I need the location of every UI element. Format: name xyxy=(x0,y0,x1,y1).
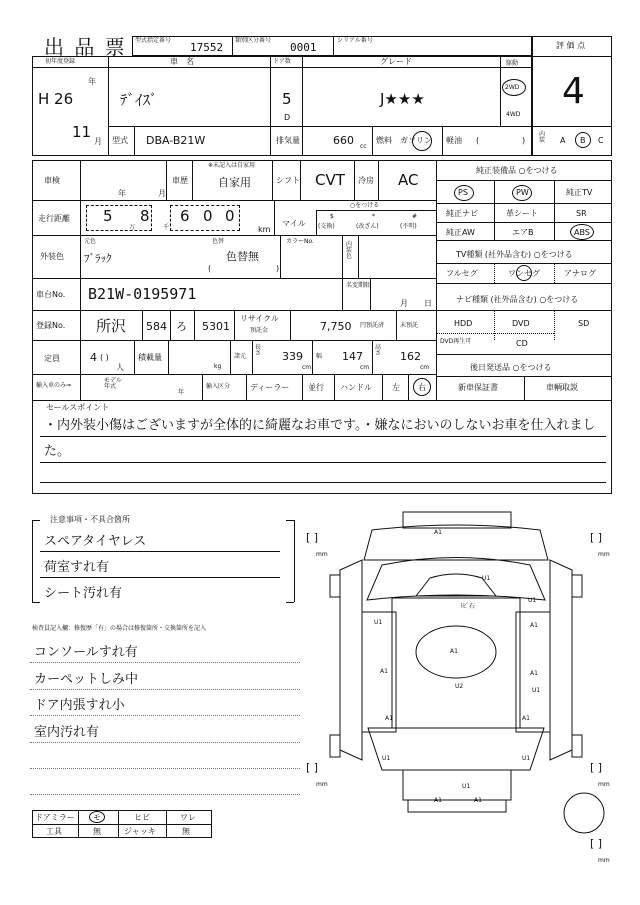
mileage-digit: 6 xyxy=(180,207,190,225)
drive-label: 駆動 xyxy=(506,60,519,67)
km-unit: km xyxy=(258,225,271,234)
equip-sr: SR xyxy=(576,209,587,218)
damage-mark: U1 xyxy=(482,575,491,582)
kg-unit: kg xyxy=(214,363,222,370)
tamper-sym: * xyxy=(372,213,375,220)
orig-color-value: ﾌﾞﾗｯｸ xyxy=(84,252,112,265)
tv-analog: アナログ xyxy=(564,269,596,278)
circle-note: ○をつける xyxy=(350,202,380,209)
car-name: ﾃﾞｲｽﾞ xyxy=(120,91,158,109)
dims-label: 諸元 xyxy=(234,353,247,360)
recycle-paid: 円預託済 xyxy=(360,322,385,329)
interior-b: B xyxy=(580,136,586,145)
notes-label: 注意事項・不具合箇所 xyxy=(50,515,130,524)
docs-manual: 車輌取説 xyxy=(546,383,578,392)
mm-label: mm xyxy=(598,781,610,788)
bracket-marker: [ ] xyxy=(590,837,603,850)
docs-title: 後日発送品 ○をつける xyxy=(470,363,552,372)
bracket-marker: [ ] xyxy=(306,761,319,774)
inspection-year: 年 xyxy=(118,189,126,198)
model-label: 型式 xyxy=(112,136,128,145)
height-label: 高さ xyxy=(375,344,382,357)
inspector-label: 検査員記入欄：修復歴「有」の場合は修復箇所・交換箇所を記入 xyxy=(32,625,207,632)
fuel-label: 燃料 xyxy=(376,136,392,145)
damage-mark: A1 xyxy=(385,715,393,722)
damage-mark: A1 xyxy=(434,797,442,804)
damage-mark: A1 xyxy=(522,715,530,722)
damage-mark: U1 xyxy=(382,755,391,762)
capacity-paren: ( ) xyxy=(100,353,109,362)
reg-place: 所沢 xyxy=(96,317,127,335)
import-label: 輸入車のみ⇒ xyxy=(36,382,72,389)
damage-mark: A1 xyxy=(450,648,458,655)
damage-mark: U1 xyxy=(374,619,383,626)
equip-airbag: エアB xyxy=(512,228,534,237)
displacement-value: 660 xyxy=(333,134,354,147)
title-expiry-label: 名変期限 xyxy=(346,282,371,289)
history-label: 車歴 xyxy=(172,176,188,185)
first-reg-month: 11 xyxy=(72,123,92,141)
damage-mark: ﾄﾋﾞ石 xyxy=(460,603,476,610)
light-paren-r: ) xyxy=(522,136,526,145)
year-mark: 年 xyxy=(88,77,96,86)
length-cm: cm xyxy=(302,364,312,371)
equip-ps: PS xyxy=(458,188,468,197)
width-value: 147 xyxy=(342,350,363,363)
inspection-label: 車検 xyxy=(44,176,60,185)
acc-jack-value: 無 xyxy=(182,827,190,836)
light-paren-l: ( xyxy=(476,136,480,145)
expiry-day: 日 xyxy=(424,299,432,308)
door-suffix: D xyxy=(284,113,291,122)
navi-dvd: DVD xyxy=(512,319,530,328)
disp-label: 排気量 xyxy=(276,136,300,145)
load-label: 積載量 xyxy=(138,353,162,362)
note-item: シート汚れ有 xyxy=(44,586,123,601)
sales-point-label: セールスポイント xyxy=(46,403,110,412)
width-cm: cm xyxy=(360,364,370,371)
recycle-label-2: 預託金 xyxy=(250,327,269,334)
type-label: 型式指定番号 xyxy=(135,37,172,44)
capacity-value: 4 xyxy=(90,351,97,364)
parallel-label: 並行 xyxy=(308,383,324,392)
handle-circle xyxy=(413,378,431,396)
man-unit: 万 xyxy=(129,224,136,231)
acc-break-label: ワレ xyxy=(180,813,196,822)
score-title: 評 価 点 xyxy=(556,41,586,50)
length-value: 339 xyxy=(282,350,303,363)
reg-number: 5301 xyxy=(202,320,230,333)
handle-label: ハンドル xyxy=(340,383,372,392)
interior-c: C xyxy=(598,136,604,145)
damage-mark: U1 xyxy=(528,597,537,604)
drive-4wd: 4WD xyxy=(506,111,521,118)
acc-crack-label: ヒビ xyxy=(134,813,150,822)
damage-mark: U2 xyxy=(455,683,464,690)
color-label: 外装色 xyxy=(40,252,64,261)
equip-navi: 純正ナビ xyxy=(446,209,478,218)
expiry-month: 月 xyxy=(400,299,408,308)
colorno-label: カラーNo. xyxy=(286,238,314,245)
interior-label: 内装 xyxy=(539,131,546,144)
doors-label: ドア数 xyxy=(273,58,291,65)
inspector-item: コンソールすれ有 xyxy=(34,645,138,660)
type-number: 17552 xyxy=(190,41,224,54)
month-mark: 月 xyxy=(94,137,102,146)
damage-mark: A1 xyxy=(474,797,482,804)
import-class-label: 輸入区分 xyxy=(206,383,231,390)
repaint-paren-l: ( xyxy=(208,264,212,273)
dealer-label: ディーラー xyxy=(250,383,290,392)
class-label: 類別区分番号 xyxy=(235,37,272,44)
serial-label: シリアル番号 xyxy=(337,37,373,44)
damage-mark: A1 xyxy=(530,670,538,677)
inspector-item: 室内汚れ有 xyxy=(34,725,100,740)
mile-label: マイル xyxy=(282,219,306,228)
mileage-digit: 0 xyxy=(203,207,213,225)
chassis-label: 車台No. xyxy=(36,290,66,299)
recycle-label: リサイクル xyxy=(240,314,279,323)
mileage-digit: 0 xyxy=(225,207,235,225)
height-value: 162 xyxy=(400,350,421,363)
tv-oneseg: ワンセグ xyxy=(508,269,540,278)
swap-sym: $ xyxy=(330,213,334,220)
equipment-title: 純正装備品 ○をつける xyxy=(476,166,558,175)
acc-mirror-value: モ xyxy=(93,813,101,822)
ac-value: AC xyxy=(398,171,419,189)
drive-circle xyxy=(502,79,526,96)
mileage-digit: 8 xyxy=(140,207,150,225)
navi-hdd: HDD xyxy=(454,319,473,328)
score-value: 4 xyxy=(562,71,585,112)
mm-label: mm xyxy=(316,551,328,558)
acc-jack-label: ジャッキ xyxy=(124,827,156,836)
first-reg-era: H 26 xyxy=(38,90,74,108)
bracket-marker: [ ] xyxy=(306,531,319,544)
acc-mirror-label: ドアミラー xyxy=(35,813,75,822)
fuel-circle xyxy=(412,131,432,151)
reg-label: 登録No. xyxy=(36,321,66,330)
first-reg-label: 初年度登録 xyxy=(45,58,76,65)
sales-point-line-1: ・内外装小傷はございますが全体的に綺麗なお車です。・嫌なにおいのしないお車を仕入れまし xyxy=(44,418,596,433)
shift-value: CVT xyxy=(315,171,345,189)
unknown-label: (不明) xyxy=(400,223,417,230)
shift-label: シフト xyxy=(276,176,300,185)
interior-a: A xyxy=(560,136,566,145)
tv-fullseg: フルセグ xyxy=(446,269,478,278)
navi-title: ナビ種類 (社外品含む) ○をつける xyxy=(456,295,579,304)
cd-label: CD xyxy=(516,339,528,348)
equip-leather: 革シート xyxy=(506,209,538,218)
navi-sd: SD xyxy=(578,319,590,328)
tamper-label: (改ざん) xyxy=(356,223,379,230)
tv-title: TV種類 (社外品含む) ○をつける xyxy=(456,250,573,259)
inspection-month: 月 xyxy=(158,189,166,198)
bracket-marker: [ ] xyxy=(590,761,603,774)
page-title: 出 品 票 xyxy=(44,35,127,59)
unknown-sym: # xyxy=(412,213,418,220)
inspector-item: カーペットしみ中 xyxy=(34,672,139,687)
damage-mark: U1 xyxy=(532,687,541,694)
mm-label: mm xyxy=(598,857,610,864)
class-number: 0001 xyxy=(290,41,317,54)
sales-point-line-2: た。 xyxy=(44,444,71,459)
inspector-item: ドア内張すれ小 xyxy=(34,698,125,713)
history-value: 自家用 xyxy=(218,176,251,189)
height-cm: cm xyxy=(420,364,430,371)
grade-label: グレード xyxy=(380,57,412,66)
bracket-marker: [ ] xyxy=(590,531,603,544)
equip-tv: 純正TV xyxy=(566,188,593,197)
docs-warranty: 新車保証書 xyxy=(458,383,498,392)
history-note: ※未記入は自家用 xyxy=(208,162,256,169)
drive-2wd: 2WD xyxy=(505,84,520,91)
recycle-unpaid: 未預託 xyxy=(400,322,419,329)
width-label: 幅 xyxy=(316,353,323,360)
damage-mark: A1 xyxy=(434,529,442,536)
equip-aw: 純正AW xyxy=(446,228,475,237)
model-value: DBA-B21W xyxy=(146,134,206,147)
fuel-value: ガソリン xyxy=(400,136,432,145)
note-item: 荷室すれ有 xyxy=(44,560,110,575)
damage-mark: U1 xyxy=(522,755,531,762)
damage-mark: A1 xyxy=(530,622,538,629)
length-label: 長さ xyxy=(255,344,262,357)
model-year-label: モデル年式 xyxy=(104,377,122,390)
interior-color-label: 内装色 xyxy=(346,241,353,260)
swap-label: (交換) xyxy=(318,223,335,230)
light-oil-label: 軽油 xyxy=(446,136,462,145)
repaint-value: 色替無 xyxy=(226,250,259,263)
reg-kana: ろ xyxy=(176,320,187,333)
doors-value: 5 xyxy=(282,90,292,108)
equip-abs: ABS xyxy=(574,228,590,237)
mm-label: mm xyxy=(316,781,328,788)
note-item: スペアタイヤレス xyxy=(44,534,147,549)
interior-circle xyxy=(575,132,591,148)
ac-label: 冷房 xyxy=(358,176,374,185)
mileage-digit: 5 xyxy=(103,207,113,225)
left-handle: 左 xyxy=(392,383,400,392)
dvd-play-label: DVD再生可 xyxy=(440,338,472,345)
mileage-label: 走行距離 xyxy=(38,214,70,223)
model-year-unit: 年 xyxy=(178,389,185,396)
damage-mark: U1 xyxy=(462,783,471,790)
damage-mark: A1 xyxy=(380,668,388,675)
mm-label: mm xyxy=(598,551,610,558)
car-name-label: 車 名 xyxy=(170,57,194,66)
repaint-label: 色替 xyxy=(212,238,225,245)
right-handle: 右 xyxy=(418,383,426,392)
reg-class: 584 xyxy=(146,320,167,333)
chassis-value: B21W-0195971 xyxy=(88,285,197,303)
sen-unit: 千 xyxy=(163,224,170,231)
equip-pw: PW xyxy=(516,188,529,197)
cc-unit: cc xyxy=(360,143,367,150)
acc-tools-label: 工具 xyxy=(46,827,62,836)
capacity-label: 定員 xyxy=(44,354,60,363)
capacity-unit: 人 xyxy=(116,363,124,372)
acc-tools-value: 無 xyxy=(93,827,101,836)
recycle-amount: 7,750 xyxy=(320,320,352,333)
grade-value: J★★★ xyxy=(380,90,425,108)
repaint-paren-r: ) xyxy=(276,264,280,273)
orig-color-label: 元色 xyxy=(84,238,97,245)
